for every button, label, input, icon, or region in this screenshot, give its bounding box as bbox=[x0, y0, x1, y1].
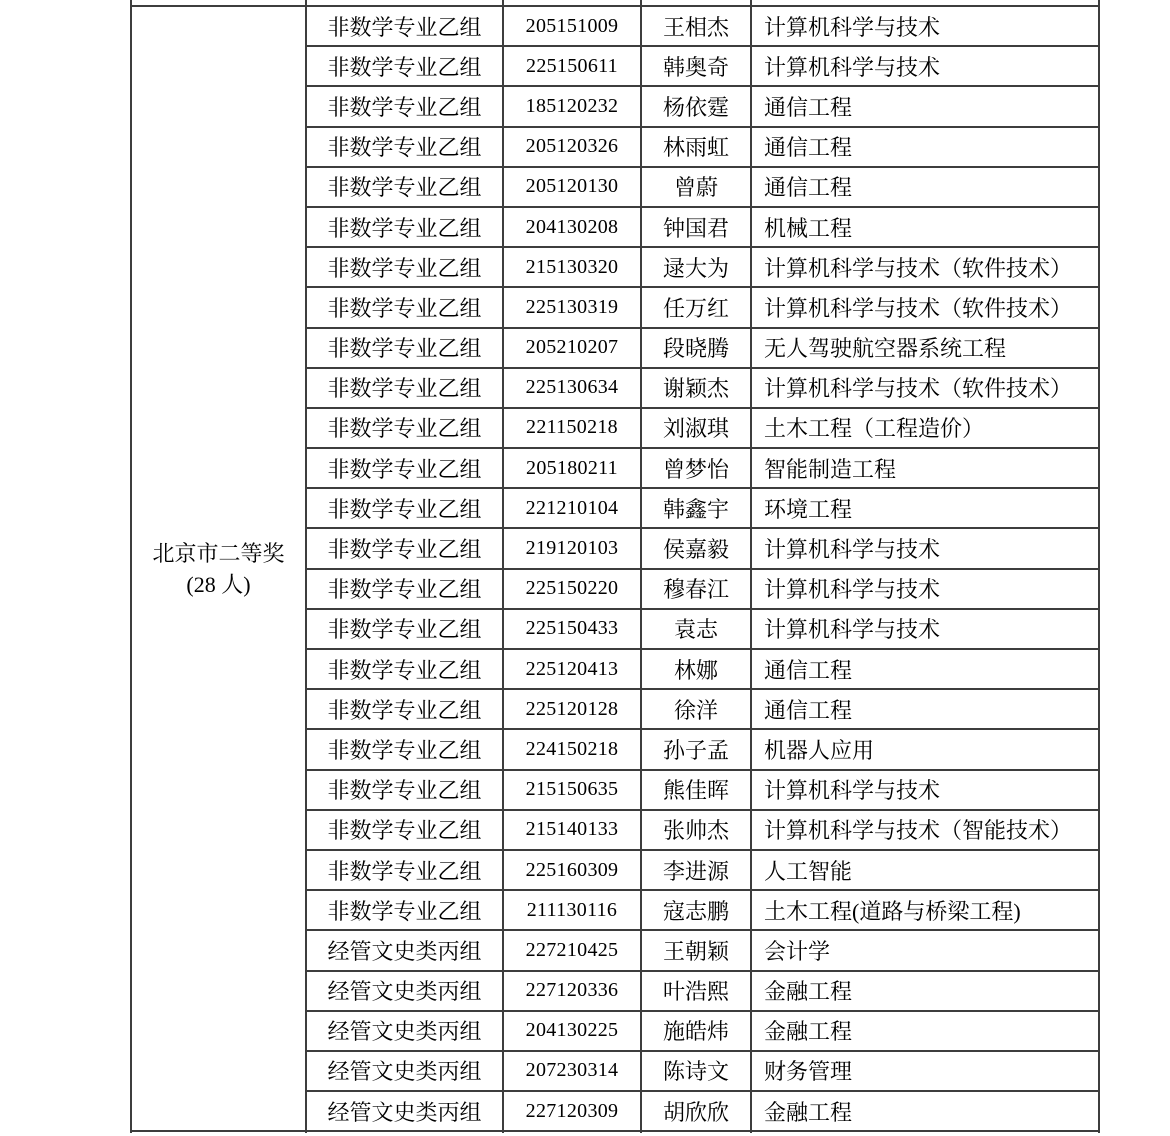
cell-student-name: 熊佳晖 bbox=[641, 770, 751, 810]
cell-group: 非数学专业乙组 bbox=[306, 729, 503, 769]
cell-major: 金融工程 bbox=[751, 1091, 1099, 1131]
cell-student-name: 王朝颖 bbox=[641, 930, 751, 970]
award-winners-table bbox=[130, 0, 1100, 1133]
cell-group: 非数学专业乙组 bbox=[306, 6, 503, 46]
partial-cell-group bbox=[306, 1131, 503, 1133]
cell-student-id: 185120232 bbox=[503, 86, 641, 126]
cell-student-id: 205120326 bbox=[503, 127, 641, 167]
cell-major: 计算机科学与技术 bbox=[751, 6, 1099, 46]
cell-student-name: 叶浩熙 bbox=[641, 971, 751, 1011]
cell-student-name: 刘淑琪 bbox=[641, 408, 751, 448]
cell-major: 通信工程 bbox=[751, 167, 1099, 207]
cell-major: 机械工程 bbox=[751, 207, 1099, 247]
cell-group: 非数学专业乙组 bbox=[306, 488, 503, 528]
cell-group: 非数学专业乙组 bbox=[306, 207, 503, 247]
cell-student-name: 钟国君 bbox=[641, 207, 751, 247]
cell-student-name: 张帅杰 bbox=[641, 810, 751, 850]
cell-group: 非数学专业乙组 bbox=[306, 287, 503, 327]
cell-student-id: 204130225 bbox=[503, 1011, 641, 1051]
cell-student-id: 211130116 bbox=[503, 890, 641, 930]
cell-major: 土木工程（工程造价） bbox=[751, 408, 1099, 448]
cell-major: 计算机科学与技术 bbox=[751, 609, 1099, 649]
cell-student-name: 曾梦怡 bbox=[641, 448, 751, 488]
cell-group: 非数学专业乙组 bbox=[306, 328, 503, 368]
partial-row-bottom bbox=[131, 1131, 1099, 1133]
cell-student-id: 221210104 bbox=[503, 488, 641, 528]
cell-student-name: 李进源 bbox=[641, 850, 751, 890]
partial-cell-id bbox=[503, 1131, 641, 1133]
cell-student-name: 王相杰 bbox=[641, 6, 751, 46]
cell-student-name: 侯嘉毅 bbox=[641, 528, 751, 568]
cell-student-id: 221150218 bbox=[503, 408, 641, 448]
cell-group: 非数学专业乙组 bbox=[306, 649, 503, 689]
award-title: 北京市二等奖 bbox=[152, 540, 285, 566]
cell-student-name: 孙子孟 bbox=[641, 729, 751, 769]
cell-major: 计算机科学与技术 bbox=[751, 46, 1099, 86]
cell-group: 非数学专业乙组 bbox=[306, 689, 503, 729]
cell-student-name: 任万红 bbox=[641, 287, 751, 327]
cell-student-id: 207230314 bbox=[503, 1051, 641, 1091]
cell-major: 土木工程(道路与桥梁工程) bbox=[751, 890, 1099, 930]
cell-student-name: 韩奥奇 bbox=[641, 46, 751, 86]
cell-student-name: 逯大为 bbox=[641, 247, 751, 287]
cell-group: 经管文史类丙组 bbox=[306, 1051, 503, 1091]
cell-student-id: 227120336 bbox=[503, 971, 641, 1011]
cell-student-name: 陈诗文 bbox=[641, 1051, 751, 1091]
cell-student-name: 谢颖杰 bbox=[641, 368, 751, 408]
cell-student-id: 225150611 bbox=[503, 46, 641, 86]
cell-group: 非数学专业乙组 bbox=[306, 810, 503, 850]
cell-group: 非数学专业乙组 bbox=[306, 127, 503, 167]
cell-major: 环境工程 bbox=[751, 488, 1099, 528]
cell-major: 计算机科学与技术 bbox=[751, 569, 1099, 609]
cell-student-id: 215150635 bbox=[503, 770, 641, 810]
cell-student-name: 段晓腾 bbox=[641, 328, 751, 368]
cell-group: 非数学专业乙组 bbox=[306, 448, 503, 488]
cell-student-id: 225120128 bbox=[503, 689, 641, 729]
cell-student-id: 204130208 bbox=[503, 207, 641, 247]
cell-group: 非数学专业乙组 bbox=[306, 247, 503, 287]
cell-major: 会计学 bbox=[751, 930, 1099, 970]
cell-major: 金融工程 bbox=[751, 1011, 1099, 1051]
cell-group: 非数学专业乙组 bbox=[306, 890, 503, 930]
cell-student-id: 227210425 bbox=[503, 930, 641, 970]
cell-student-id: 205120130 bbox=[503, 167, 641, 207]
cell-group: 非数学专业乙组 bbox=[306, 368, 503, 408]
cell-group: 非数学专业乙组 bbox=[306, 408, 503, 448]
cell-student-id: 225150433 bbox=[503, 609, 641, 649]
cell-student-name: 穆春江 bbox=[641, 569, 751, 609]
award-count: (28 人) bbox=[186, 571, 251, 597]
cell-student-id: 219120103 bbox=[503, 528, 641, 568]
cell-student-id: 225120413 bbox=[503, 649, 641, 689]
cell-group: 非数学专业乙组 bbox=[306, 86, 503, 126]
cell-group: 经管文史类丙组 bbox=[306, 1011, 503, 1051]
partial-cell-award bbox=[131, 1131, 306, 1133]
cell-major: 计算机科学与技术（智能技术） bbox=[751, 810, 1099, 850]
award-merged-cell bbox=[131, 6, 306, 1131]
cell-major: 计算机科学与技术（软件技术） bbox=[751, 368, 1099, 408]
cell-major: 财务管理 bbox=[751, 1051, 1099, 1091]
cell-major: 通信工程 bbox=[751, 649, 1099, 689]
cell-student-id: 225160309 bbox=[503, 850, 641, 890]
cell-group: 经管文史类丙组 bbox=[306, 930, 503, 970]
cell-major: 无人驾驶航空器系统工程 bbox=[751, 328, 1099, 368]
cell-major: 计算机科学与技术（软件技术） bbox=[751, 247, 1099, 287]
cell-major: 机器人应用 bbox=[751, 729, 1099, 769]
cell-group: 非数学专业乙组 bbox=[306, 167, 503, 207]
cell-student-name: 林雨虹 bbox=[641, 127, 751, 167]
cell-student-id: 205210207 bbox=[503, 328, 641, 368]
cell-student-name: 施皓炜 bbox=[641, 1011, 751, 1051]
cell-group: 经管文史类丙组 bbox=[306, 1091, 503, 1131]
cell-major: 智能制造工程 bbox=[751, 448, 1099, 488]
cell-major: 计算机科学与技术 bbox=[751, 770, 1099, 810]
cell-student-id: 205151009 bbox=[503, 6, 641, 46]
cell-student-name: 寇志鹏 bbox=[641, 890, 751, 930]
cell-major: 通信工程 bbox=[751, 127, 1099, 167]
table-body bbox=[131, 0, 1099, 1133]
cell-student-name: 韩鑫宇 bbox=[641, 488, 751, 528]
cell-major: 金融工程 bbox=[751, 971, 1099, 1011]
cell-student-id: 227120309 bbox=[503, 1091, 641, 1131]
cell-group: 非数学专业乙组 bbox=[306, 46, 503, 86]
cell-student-id: 225130634 bbox=[503, 368, 641, 408]
cell-student-name: 胡欣欣 bbox=[641, 1091, 751, 1131]
cell-student-name: 杨依霆 bbox=[641, 86, 751, 126]
cell-student-id: 215140133 bbox=[503, 810, 641, 850]
cell-group: 非数学专业乙组 bbox=[306, 609, 503, 649]
cell-major: 计算机科学与技术 bbox=[751, 528, 1099, 568]
cell-major: 通信工程 bbox=[751, 689, 1099, 729]
cell-student-id: 224150218 bbox=[503, 729, 641, 769]
cell-group: 非数学专业乙组 bbox=[306, 528, 503, 568]
cell-student-id: 225130319 bbox=[503, 287, 641, 327]
partial-cell-major bbox=[751, 1131, 1099, 1133]
cell-student-name: 曾蔚 bbox=[641, 167, 751, 207]
cell-group: 非数学专业乙组 bbox=[306, 770, 503, 810]
table-row bbox=[131, 6, 1099, 46]
cell-student-name: 袁志 bbox=[641, 609, 751, 649]
cell-major: 人工智能 bbox=[751, 850, 1099, 890]
partial-cell-name bbox=[641, 1131, 751, 1133]
cell-student-id: 205180211 bbox=[503, 448, 641, 488]
cell-group: 非数学专业乙组 bbox=[306, 850, 503, 890]
cell-student-name: 徐洋 bbox=[641, 689, 751, 729]
cell-student-id: 225150220 bbox=[503, 569, 641, 609]
cell-major: 通信工程 bbox=[751, 86, 1099, 126]
cell-student-name: 林娜 bbox=[641, 649, 751, 689]
cell-student-id: 215130320 bbox=[503, 247, 641, 287]
cell-group: 非数学专业乙组 bbox=[306, 569, 503, 609]
cell-major: 计算机科学与技术（软件技术） bbox=[751, 287, 1099, 327]
cell-group: 经管文史类丙组 bbox=[306, 971, 503, 1011]
